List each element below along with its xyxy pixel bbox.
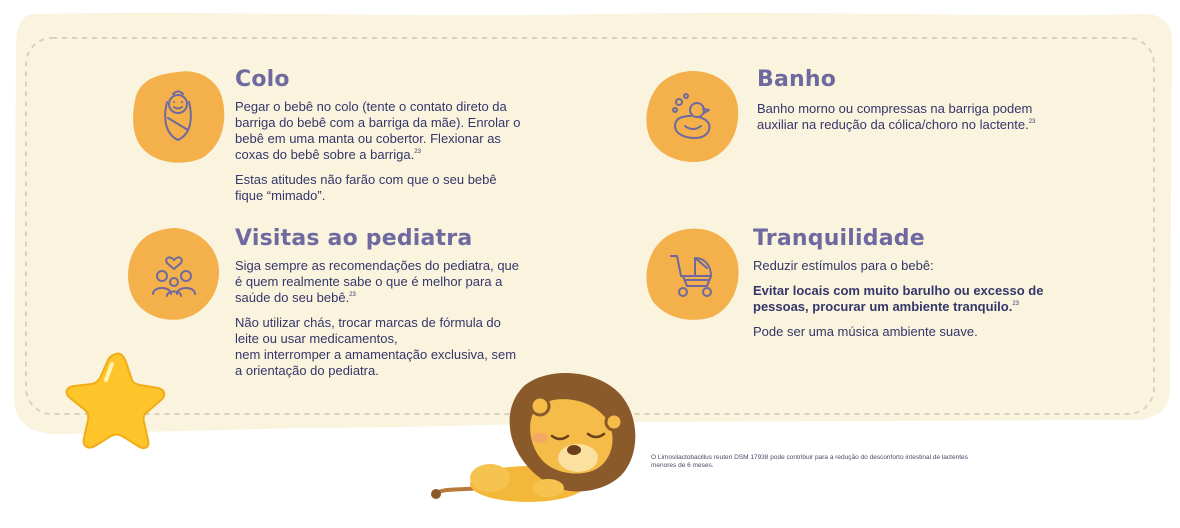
visitas-paragraph-2-line-2: nem interromper a amamentação exclusiva, sem a orientação do pediatra.	[235, 347, 517, 378]
colo-text	[235, 99, 525, 213]
tranquilidade-title: Tranquilidade	[753, 226, 925, 251]
rubber-duck-icon	[667, 88, 717, 144]
banho-title: Banho	[757, 67, 837, 92]
reference-mark: 23	[1012, 301, 1020, 307]
visitas-badge	[124, 224, 224, 324]
family-heart-icon	[149, 246, 199, 302]
tranquilidade-paragraph-1: Reduzir estímulos para o bebê:	[753, 258, 934, 273]
colo-badge	[128, 66, 228, 166]
baby-stroller-icon	[667, 246, 717, 302]
banho-paragraph-1: Banho morno ou compressas na barriga podem auxiliar na redução da cólica/choro no lactente.	[757, 101, 1033, 132]
colo-paragraph-2: Estas atitudes não farão com que o seu bebê fique “mimado”.	[235, 172, 497, 203]
reference-mark: 23	[1028, 119, 1036, 125]
sleeping-lion-mascot	[428, 366, 648, 506]
tranquilidade-badge	[642, 224, 742, 324]
reference-mark: 23	[349, 292, 356, 298]
tranquilidade-paragraph-2-bold: Evitar locais com muito barulho ou excesso de pessoas, procurar um ambiente tranquilo.	[753, 283, 1044, 314]
banho-badge	[642, 66, 742, 166]
swaddled-baby-icon	[153, 88, 203, 144]
reference-mark: 23	[414, 149, 421, 155]
colo-paragraph-1: Pegar o bebê no colo (tente o contato direto da barriga do bebê com a barriga da mãe). Enrolar o bebê em uma manta ou cobertor. Flexionar as coxas do bebê sobre a barriga.	[235, 99, 521, 162]
tranquilidade-text	[753, 258, 1053, 349]
star-icon	[60, 348, 170, 452]
visitas-paragraph-1: Siga sempre as recomendações do pediatra, que é quem realmente sabe o que é melhor para a saúde do seu bebê.	[235, 258, 520, 305]
visitas-title: Visitas ao pediatra	[235, 226, 473, 251]
colo-title: Colo	[235, 67, 290, 92]
visitas-paragraph-2-line-1: Não utilizar chás, trocar marcas de fórmula do leite ou usar medicamentos,	[235, 315, 501, 346]
tranquilidade-paragraph-3: Pode ser uma música ambiente suave.	[753, 324, 978, 339]
footnote: O Limosilactobacillus reuteri DSM 17938 pode contribuir para a redução do desconforto intestinal de lactentes menores de 6 meses.	[651, 454, 968, 469]
banho-text	[757, 101, 1057, 142]
